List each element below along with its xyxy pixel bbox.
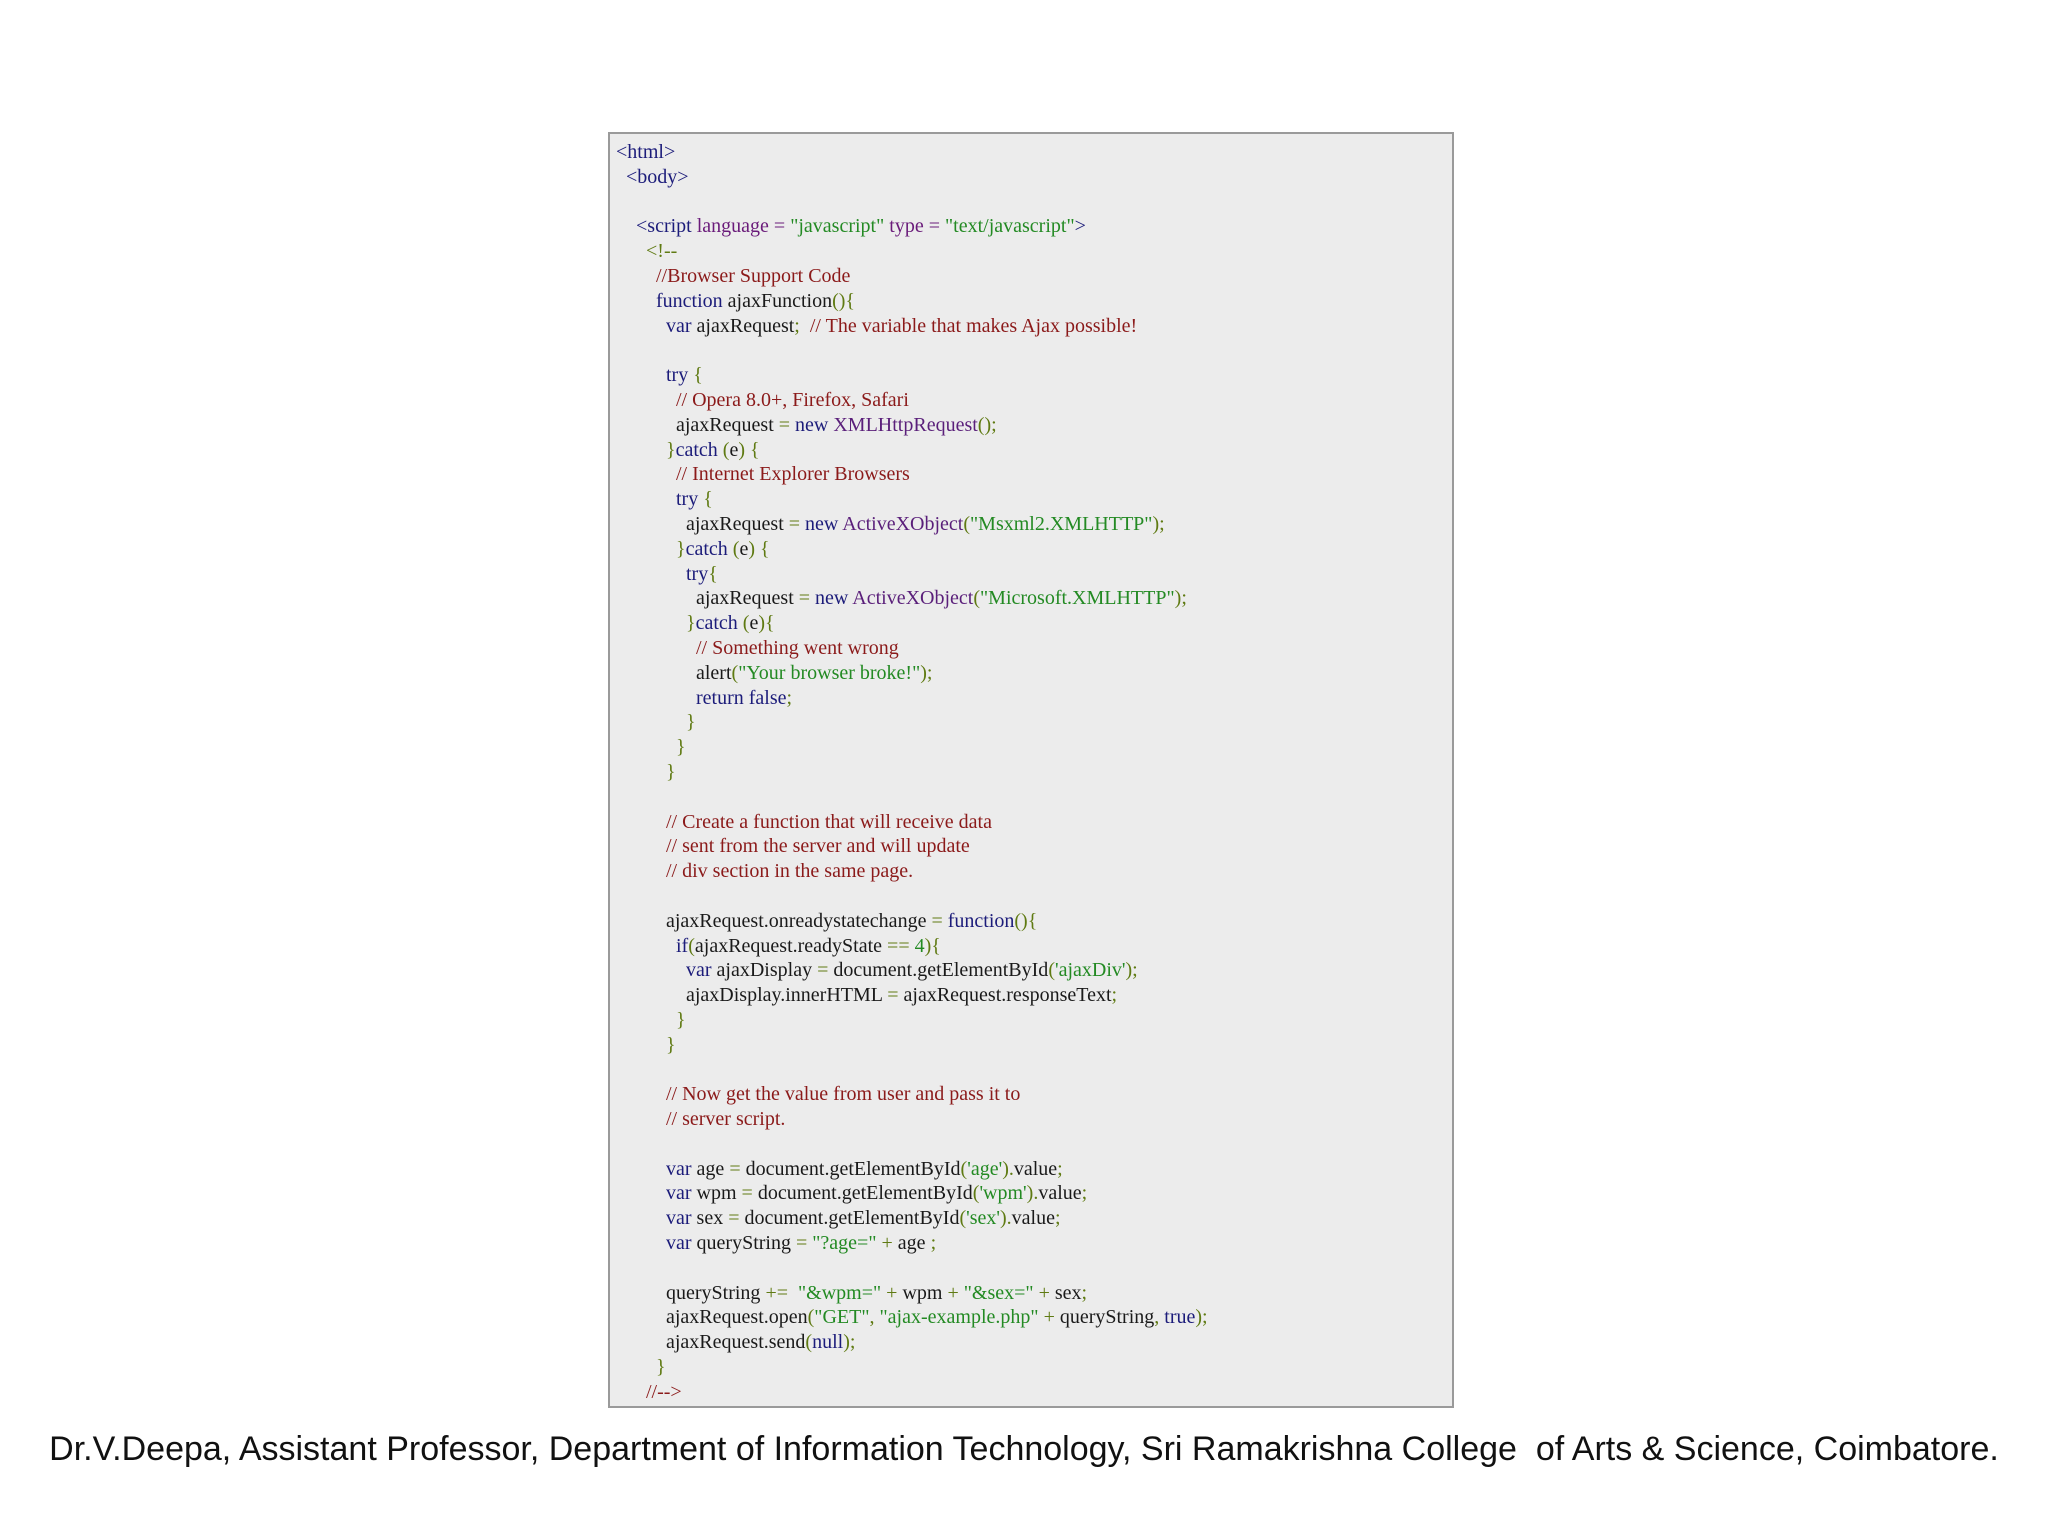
code-token [616,984,686,1006]
code-token: language = [691,215,791,238]
code-token: , [1154,1306,1165,1329]
code-token: ); [1125,959,1138,982]
code-token: } [686,711,696,734]
code-listing [608,132,1454,1408]
code-line [610,983,1452,1008]
code-token: ajaxDisplay [711,959,818,982]
code-token: ) { [748,537,770,560]
code-token: sex [1049,1281,1082,1304]
code-token: } [666,1033,676,1056]
code-token: ( [737,612,750,635]
code-line [610,661,1452,686]
code-token: 'age' [967,1157,1003,1180]
code-token: // server script. [666,1108,786,1131]
code-token [616,1182,666,1204]
code-token [616,1083,666,1105]
code-token: } [666,438,676,461]
code-token: } [676,736,686,759]
code-token: try [676,488,699,511]
code-token: <!-- [646,240,678,263]
code-line [610,1132,1452,1157]
code-token: } [656,1356,666,1379]
code-token: document.getElementById [752,1182,973,1205]
code-token: ; [1081,1281,1088,1304]
code-token: ); [920,661,933,684]
code-line [610,1033,1452,1058]
code-token: ; [1054,1207,1061,1230]
code-token: (); [977,413,997,436]
code-token: ajaxRequest.readyState [694,934,888,957]
code-token [616,563,686,585]
code-token [616,240,646,262]
code-token [616,612,686,634]
code-token: ( [731,661,739,684]
code-token [616,1034,666,1056]
code-line [610,1256,1452,1281]
code-token: catch [685,537,728,560]
code-token: ; [794,314,800,337]
code-token: ; [930,1232,937,1255]
code-line [610,140,1452,165]
code-token: ( [973,587,980,610]
code-line [610,1330,1452,1355]
code-token: new [790,413,829,436]
code-token [616,1232,666,1254]
code-line [610,165,1452,190]
code-token: e [739,537,749,560]
code-token [616,389,676,411]
code-token [616,736,676,758]
code-line [610,934,1452,959]
code-line [610,1380,1452,1405]
code-token: queryString [666,1281,766,1304]
code-token: "&sex=" [958,1281,1034,1304]
code-line [610,1057,1452,1082]
code-token: ( [727,537,740,560]
code-token [616,1356,656,1378]
code-token: + [881,1281,898,1304]
code-token: 'ajaxDiv' [1054,959,1126,982]
code-line [610,413,1452,438]
code-token: = [798,587,811,610]
code-token: <script [636,215,692,238]
code-token: "Your browser broke!" [738,661,921,684]
code-token: (){ [832,289,856,312]
code-token: 'wpm' [979,1182,1027,1205]
code-token: <html> [616,141,676,163]
code-token: catch [675,438,718,461]
code-line [610,785,1452,810]
code-token: wpm [691,1182,742,1205]
code-token: ){ [924,934,941,957]
code-token: var [666,1157,692,1180]
code-token: ActiveXObject [838,512,964,535]
code-token: ). [1026,1182,1039,1205]
code-token [616,1306,666,1328]
code-token: ( [1048,959,1055,982]
code-token [616,959,686,981]
code-token: ajaxDisplay.innerHTML [686,984,888,1007]
code-line [610,537,1452,562]
code-token [616,587,696,609]
code-token: ajaxRequest.onreadystatechange [666,909,932,932]
code-token: "Microsoft.XMLHTTP" [980,587,1175,610]
code-token: ( [960,1157,968,1180]
code-token: ajaxRequest [691,314,795,337]
code-token: document.getElementById [739,1207,960,1230]
code-token: // Something went wrong [696,636,899,659]
code-line [610,834,1452,859]
code-line [610,487,1452,512]
code-token [616,315,666,337]
code-token: = [778,413,791,436]
code-token: catch [695,612,738,635]
code-line [610,1305,1452,1330]
code-line [610,363,1452,388]
code-line [610,1231,1452,1256]
code-token: "GET" [814,1306,870,1329]
code-token: //Browser Support Code [656,264,851,287]
code-token: document.getElementById [740,1157,961,1180]
footer-credit: Dr.V.Deepa, Assistant Professor, Department of Information Technology, Sri Ramakrishna College of Arts & Science, Coimbatore. [49,1430,1999,1468]
code-line [610,636,1452,661]
code-token: "Msxml2.XMLHTTP" [970,512,1153,535]
code-token: ); [1152,512,1165,535]
code-token: value [1038,1182,1082,1205]
code-token: ajaxRequest [696,587,799,610]
code-line [610,686,1452,711]
code-line [610,264,1452,289]
code-token: // Now get the value from user and pass it to [666,1083,1021,1106]
code-token: alert [696,661,732,684]
code-line [610,1008,1452,1033]
code-line [610,438,1452,463]
code-line [610,586,1452,611]
code-line [610,1281,1452,1306]
code-line [610,190,1452,215]
code-token: var [666,1182,692,1205]
code-token: ). [1002,1157,1014,1180]
code-line [610,611,1452,636]
code-token: ). [1000,1207,1012,1230]
code-token: + [1033,1281,1050,1304]
code-token: e [729,438,739,461]
code-token [616,513,686,535]
code-token: + [947,1281,959,1304]
code-token: //--> [646,1380,682,1403]
code-token [616,1331,666,1353]
code-token: ajaxRequest.open [666,1306,808,1329]
code-token: += [765,1281,788,1304]
code-token: = [729,1157,741,1180]
code-token [616,166,626,188]
code-token [616,835,666,857]
code-token: // div section in the same page. [666,860,914,883]
code-line [610,909,1452,934]
code-token: queryString [1054,1306,1155,1329]
code-token [616,711,686,733]
code-token: , [869,1306,880,1329]
code-token: try [686,562,709,585]
code-token: ajaxRequest [686,512,789,535]
code-token [616,1009,676,1031]
code-token: age [691,1157,730,1180]
code-token: = [741,1182,753,1205]
code-token: } [676,537,686,560]
code-token: ajaxRequest.responseText [898,984,1112,1007]
code-token: // Opera 8.0+, Firefox, Safari [676,388,909,411]
code-token [616,637,696,659]
code-token: <body> [626,165,689,188]
code-token: 'sex' [966,1207,1000,1230]
code-token: ; [1057,1157,1063,1180]
code-token: // Internet Explorer Browsers [676,463,910,486]
code-token [616,811,666,833]
code-token: ); [1174,587,1187,610]
code-token: document.getElementById [828,959,1049,982]
code-token: e [749,612,759,635]
code-token: var [686,959,712,982]
code-token [616,1158,666,1180]
code-token [616,935,676,957]
code-token: ajaxRequest.send [666,1331,806,1354]
code-token [616,1381,646,1403]
code-token: } [666,760,676,783]
code-token: = [817,959,829,982]
code-token: ; [1081,1182,1088,1205]
code-line [610,958,1452,983]
code-token: null [812,1331,844,1354]
code-token: sex [691,1207,729,1230]
code-token [616,488,676,510]
code-token: = [728,1207,740,1230]
code-token: "ajax-example.php" [879,1306,1039,1329]
code-token: ){ [758,612,775,635]
code-token [616,215,636,237]
code-token: function [656,289,723,312]
code-token [616,1207,666,1229]
code-line [610,562,1452,587]
code-line [610,760,1452,785]
code-line [610,338,1452,363]
code-line [610,289,1452,314]
code-token: wpm [897,1281,948,1304]
code-token: "text/javascript" [944,215,1075,238]
code-line [610,1206,1452,1231]
code-token: ajaxRequest [676,413,779,436]
code-token: age [892,1232,931,1255]
code-token [800,315,810,337]
code-token: ( [688,934,695,957]
code-token [616,364,666,386]
code-line [610,462,1452,487]
code-line [610,512,1452,537]
code-token: value [1011,1207,1055,1230]
code-token [616,463,676,485]
code-token: } [676,1008,686,1031]
code-token: = [795,1232,808,1255]
code-line [610,1082,1452,1107]
code-token: function [942,909,1015,932]
code-token [616,439,666,461]
code-token: true [1164,1306,1196,1329]
code-token [616,414,676,436]
code-token [616,265,656,287]
code-token: ( [963,512,970,535]
code-token: queryString [691,1232,796,1255]
code-token: ( [959,1207,967,1230]
code-token: + [876,1232,893,1255]
code-line [610,884,1452,909]
code-token: { [698,488,713,511]
code-token: == [887,934,910,957]
code-token [616,761,666,783]
code-token: "?age=" [807,1232,877,1255]
code-token: { [688,364,703,387]
code-token: ) { [738,438,760,461]
code-token: = [931,909,943,932]
code-token: "&wpm=" [788,1281,882,1304]
code-token: > [1074,215,1086,238]
code-token: new [800,512,839,535]
code-token: = [887,984,899,1007]
code-token: ActiveXObject [848,587,974,610]
code-token: ( [805,1331,813,1354]
code-line [610,810,1452,835]
code-token: var [666,1207,692,1230]
code-token: // sent from the server and will update [666,835,970,858]
code-token: type = [884,215,945,238]
code-token: = [788,512,801,535]
code-token: // The variable that makes Ajax possible! [809,314,1138,337]
code-line [610,214,1452,239]
code-token: ( [717,438,730,461]
code-line [610,710,1452,735]
code-token [616,290,656,312]
code-line [610,1181,1452,1206]
code-token: ( [972,1182,980,1205]
code-token: value [1013,1157,1058,1180]
code-line [610,314,1452,339]
code-token: { [708,562,718,585]
code-token: var [666,1232,692,1255]
code-token: + [1038,1306,1055,1329]
code-token: "javascript" [790,215,885,238]
code-token [616,1108,666,1130]
code-token: return false [696,686,787,709]
code-token: new [810,587,849,610]
code-token: ( [807,1306,815,1329]
code-token: try [666,364,689,387]
code-line [610,1107,1452,1132]
code-token: ; [786,686,793,709]
code-token: ajaxFunction [722,289,833,312]
code-token: } [686,612,696,635]
code-token: ); [843,1331,856,1354]
code-line [610,1355,1452,1380]
code-token [616,662,696,684]
code-token: 4 [909,934,925,957]
code-line [610,239,1452,264]
code-line [610,388,1452,413]
code-token: if [676,934,689,957]
code-token: var [666,314,692,337]
code-line [610,859,1452,884]
code-token: ); [1195,1306,1208,1329]
code-token [616,860,666,882]
code-line [610,735,1452,760]
code-token [616,687,696,709]
code-token [616,538,676,560]
code-line [610,1157,1452,1182]
code-token: (){ [1014,909,1038,932]
code-token [616,910,666,932]
code-token: ; [1111,984,1118,1007]
code-token: XMLHttpRequest [828,413,978,436]
code-token: // Create a function that will receive data [666,810,992,833]
code-token [616,1282,666,1304]
